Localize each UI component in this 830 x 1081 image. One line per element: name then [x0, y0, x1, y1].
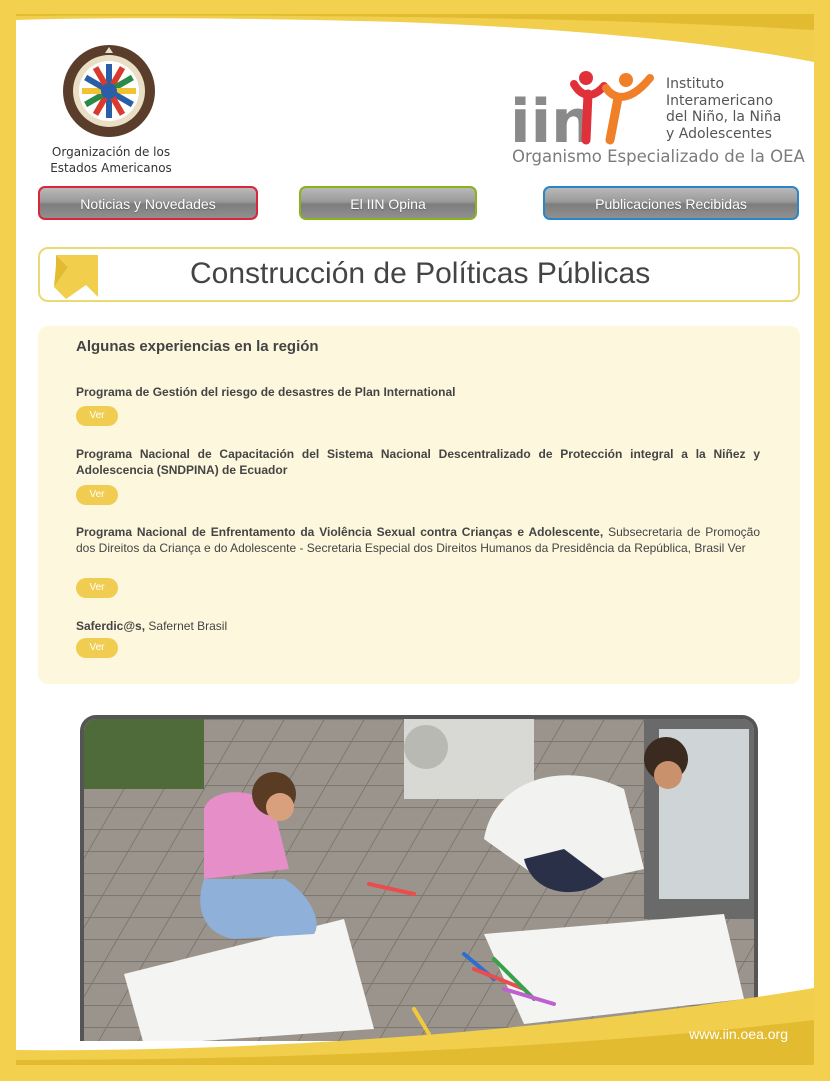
oas-seal-logo — [62, 44, 156, 138]
entry-title: Programa de Gestión del riesgo de desastres de Plan International — [76, 385, 456, 399]
iin-opina-button[interactable]: El IIN Opina — [299, 186, 477, 220]
entry-title: Saferdic@s, — [76, 619, 146, 633]
ver-button[interactable]: Ver — [76, 578, 118, 598]
ver-button[interactable]: Ver — [76, 638, 118, 658]
page-title-box — [38, 247, 800, 302]
arrow-up-right-icon — [54, 253, 100, 299]
iin-name-line1: Instituto — [666, 76, 725, 92]
iin-name-line2: Interamericano — [666, 92, 774, 109]
ver-button[interactable]: Ver — [76, 485, 118, 505]
entry-text: Safernet Brasil — [145, 619, 228, 633]
section-heading: Algunas experiencias en la región — [76, 338, 319, 355]
noticias-novedades-button[interactable]: Noticias y Novedades — [38, 186, 258, 220]
iin-name-line4: y Adolescentes — [666, 125, 772, 142]
page-title: Construcción de Políticas Públicas — [190, 257, 651, 290]
website-url: www.iin.oea.org — [689, 1026, 788, 1042]
list-item — [76, 446, 760, 478]
oas-name — [36, 144, 186, 176]
entry-text: Subsecretaria de Promoção dos Direitos da Criança e do Adolescente - Secretaria Especial dos Direitos Humanos da Presidência da República, Brasil Ver — [76, 525, 760, 555]
iin-name-line3: del Niño, la Niña — [666, 109, 782, 125]
list-item — [76, 524, 760, 556]
list-item — [76, 384, 760, 400]
experiences-panel — [38, 326, 800, 684]
oas-name-line1: Organización de los — [51, 145, 171, 159]
iin-subtitle: Organismo Especializado de la OEA — [512, 147, 805, 166]
iin-wordmark: iin — [510, 87, 594, 157]
ver-button[interactable]: Ver — [76, 406, 118, 426]
entry-title: Programa Nacional de Enfrentamento da Violência Sexual contra Crianças e Adolescente, — [76, 525, 604, 539]
list-item — [76, 618, 760, 634]
entry-title: Programa Nacional de Capacitación del Sistema Nacional Descentralizado de Protección integral a la Niñez y Adolescencia (SNDPINA) de Ecuador — [76, 447, 760, 477]
oas-name-line2: Estados Americanos — [50, 161, 172, 175]
iin-name — [666, 76, 781, 142]
publicaciones-recibidas-button[interactable]: Publicaciones Recibidas — [543, 186, 799, 220]
